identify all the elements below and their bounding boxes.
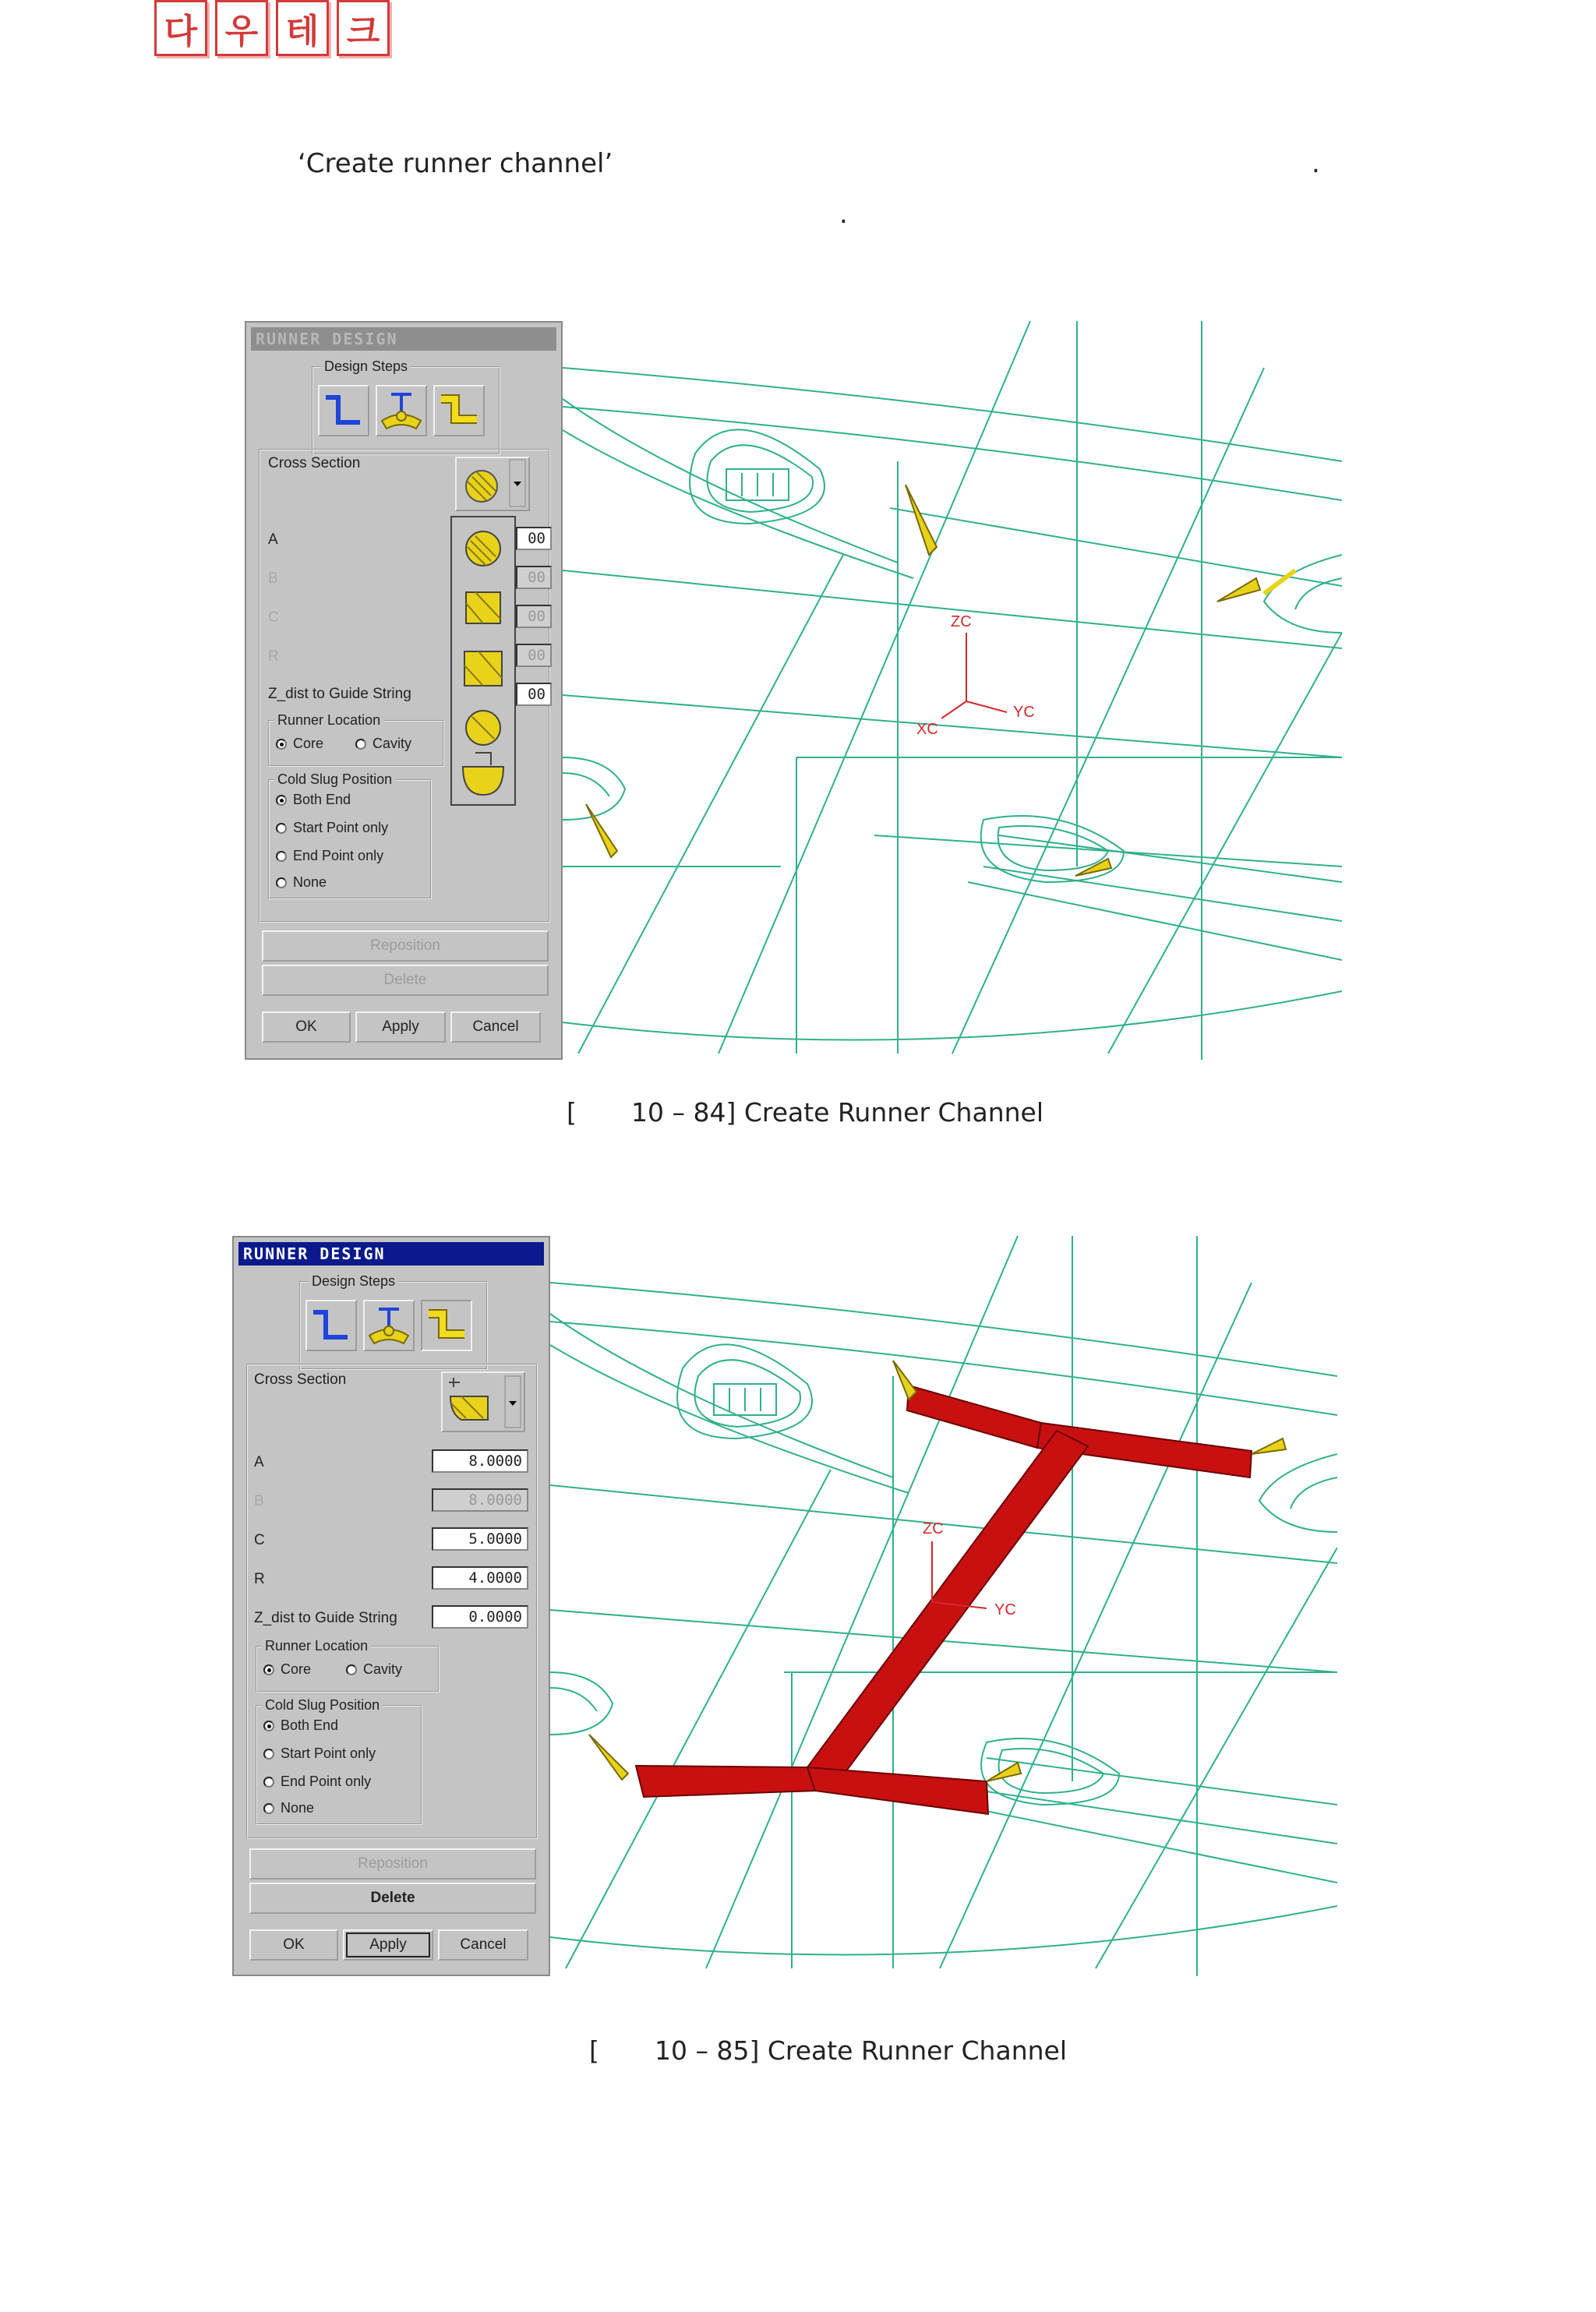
dialog-title: RUNNER DESIGN	[238, 1242, 544, 1265]
intro-line-1: ‘Create runner channel’	[298, 148, 613, 179]
field-b-label: B	[268, 570, 278, 587]
radio-end-point[interactable]: End Point only	[263, 1774, 371, 1790]
field-b-label: B	[254, 1493, 264, 1509]
field-a-input[interactable]: 00	[516, 527, 552, 550]
figure-2-caption: 10 – 85] Create Runner Channel	[655, 2035, 1067, 2066]
cold-slug-group	[256, 1697, 422, 1825]
field-c-input[interactable]: 00	[516, 605, 552, 628]
zc-axis-label: ZC	[923, 1520, 944, 1537]
reposition-button[interactable]: Reposition	[262, 930, 549, 962]
radio-cavity[interactable]: Cavity	[346, 1661, 402, 1678]
runner-location-group	[268, 712, 444, 767]
logo-char: 우	[215, 0, 268, 56]
field-c-label: C	[268, 609, 279, 626]
company-logo	[154, 0, 390, 56]
runner-placement-step-icon[interactable]	[376, 385, 427, 436]
z-dist-input[interactable]: 0.0000	[432, 1605, 528, 1629]
ok-button[interactable]: OK	[262, 1011, 351, 1043]
logo-char: 테	[276, 0, 329, 56]
z-dist-label: Z_dist to Guide String	[268, 686, 411, 702]
radio-core[interactable]: Core	[276, 736, 323, 752]
field-a-input[interactable]: 8.0000	[432, 1449, 528, 1473]
reposition-button[interactable]: Reposition	[249, 1848, 536, 1880]
intro-line-1-end: .	[1312, 148, 1320, 179]
cross-section-dropdown[interactable]	[455, 457, 530, 511]
radio-end-point[interactable]: End Point only	[276, 848, 383, 864]
design-steps-label: Design Steps	[309, 1273, 398, 1290]
z-dist-label: Z_dist to Guide String	[254, 1610, 397, 1626]
runner-location-label: Runner Location	[274, 712, 383, 729]
runner-design-dialog	[245, 321, 563, 1060]
graphics-viewport[interactable]	[563, 321, 1342, 1060]
field-r-input[interactable]: 4.0000	[432, 1566, 528, 1590]
cross-section-label: Cross Section	[268, 455, 361, 471]
radio-start-point[interactable]: Start Point only	[263, 1745, 376, 1762]
ok-button[interactable]: OK	[249, 1929, 338, 1961]
apply-button[interactable]: Apply	[343, 1929, 433, 1961]
radio-start-point[interactable]: Start Point only	[276, 820, 388, 836]
radio-none[interactable]: None	[263, 1800, 314, 1816]
field-a-label: A	[254, 1454, 264, 1470]
guide-string-step-icon[interactable]	[305, 1300, 357, 1351]
runner-design-dialog	[232, 1236, 550, 1976]
delete-button[interactable]: Delete	[262, 965, 549, 996]
cold-slug-label: Cold Slug Position	[274, 771, 395, 788]
radio-cavity[interactable]: Cavity	[355, 736, 411, 752]
radio-core[interactable]: Core	[263, 1661, 311, 1678]
dialog-title: RUNNER DESIGN	[251, 327, 556, 351]
apply-button[interactable]: Apply	[355, 1011, 446, 1043]
field-r-input[interactable]: 00	[516, 644, 552, 667]
field-a-label: A	[268, 531, 278, 548]
guide-string-step-icon[interactable]	[318, 385, 369, 436]
field-b-input[interactable]: 00	[516, 566, 552, 589]
figure-1-caption: 10 – 84] Create Runner Channel	[631, 1097, 1043, 1128]
delete-button[interactable]: Delete	[249, 1883, 536, 1914]
radio-both-end[interactable]: Both End	[263, 1717, 338, 1734]
field-c-label: C	[254, 1532, 265, 1548]
cancel-button[interactable]: Cancel	[450, 1011, 541, 1043]
cold-slug-label: Cold Slug Position	[262, 1697, 383, 1714]
logo-char: 크	[337, 0, 390, 56]
z-dist-input[interactable]: 00	[516, 683, 552, 706]
radio-both-end[interactable]: Both End	[276, 792, 351, 808]
design-steps-label: Design Steps	[321, 358, 411, 375]
field-c-input[interactable]: 5.0000	[432, 1527, 528, 1551]
runner-location-label: Runner Location	[262, 1638, 371, 1654]
design-steps-group	[312, 358, 500, 455]
figure-1-caption-bracket: [	[567, 1097, 577, 1128]
cold-slug-group	[268, 771, 432, 899]
cross-section-options-list[interactable]	[450, 516, 516, 806]
figure-2-caption-bracket: [	[589, 2035, 599, 2066]
runner-placement-step-icon[interactable]	[363, 1300, 415, 1351]
intro-line-2: .	[839, 199, 848, 230]
runner-channel-step-icon[interactable]	[433, 385, 485, 436]
yc-axis-label: YC	[1013, 704, 1035, 721]
zc-axis-label: ZC	[951, 613, 972, 630]
design-steps-group	[299, 1273, 488, 1370]
field-b-input[interactable]: 8.0000	[432, 1488, 528, 1512]
yc-axis-label: YC	[994, 1601, 1016, 1618]
field-r-label: R	[268, 648, 279, 665]
xc-axis-label: XC	[916, 721, 938, 738]
cross-section-dropdown[interactable]	[441, 1371, 525, 1432]
runner-channel-step-icon[interactable]	[421, 1300, 472, 1351]
cancel-button[interactable]: Cancel	[438, 1929, 528, 1961]
runner-location-group	[256, 1638, 440, 1693]
logo-char: 다	[154, 0, 207, 56]
cross-section-label: Cross Section	[254, 1371, 347, 1388]
field-r-label: R	[254, 1571, 265, 1587]
radio-none[interactable]: None	[276, 874, 327, 891]
graphics-viewport[interactable]	[550, 1236, 1337, 1976]
